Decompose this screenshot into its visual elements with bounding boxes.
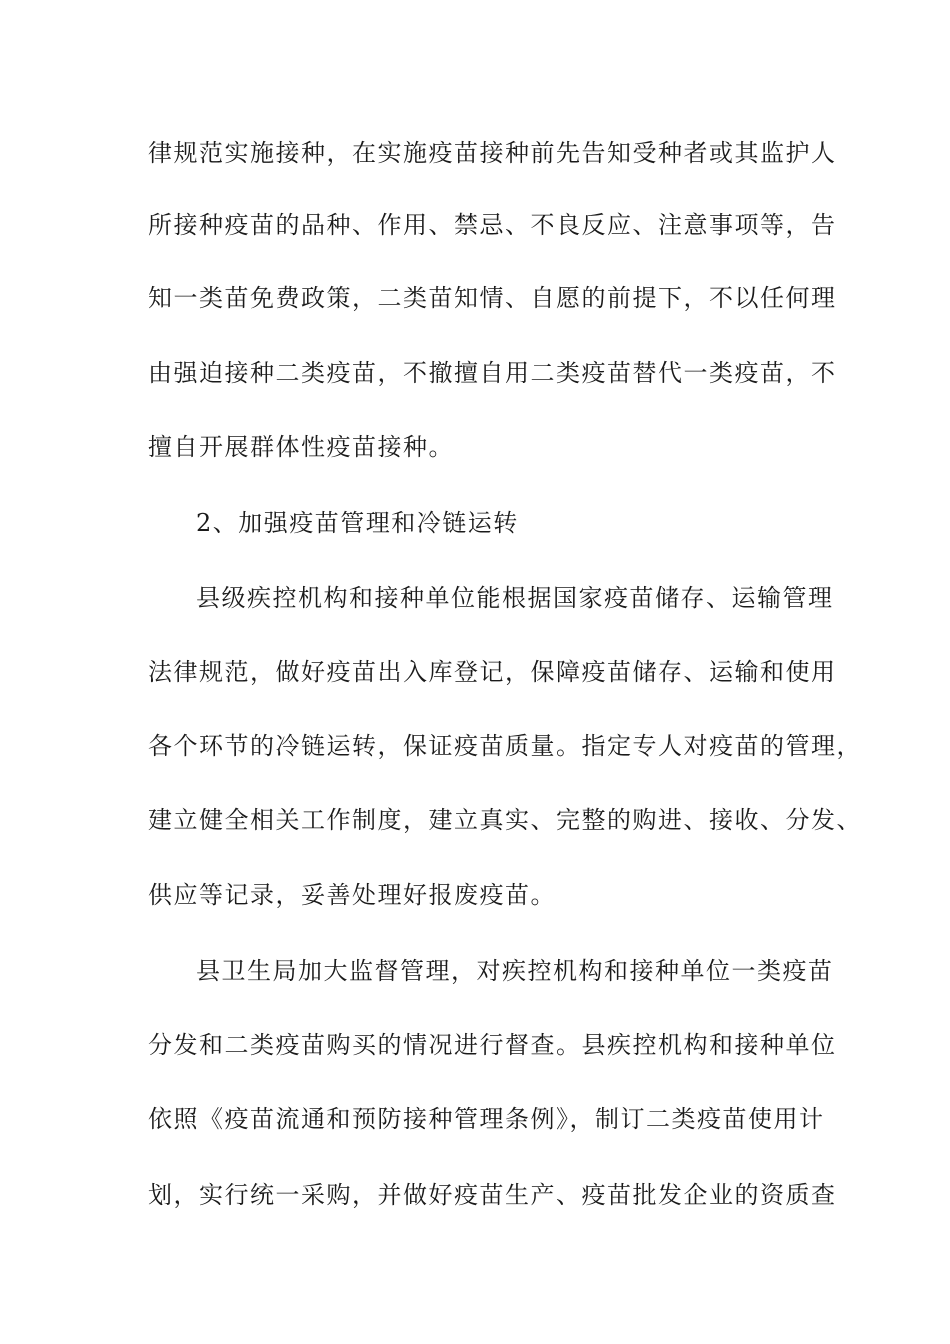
- text-line: 依照《疫苗流通和预防接种管理条例》，制订二类疫苗使用计: [148, 1105, 825, 1133]
- text-line: 县级疾控机构和接种单位能根据国家疫苗储存、运输管理: [196, 584, 834, 612]
- text-line: 建立健全相关工作制度，建立真实、完整的购进、接收、分发、: [148, 806, 862, 834]
- text-line: 擅自开展群体性疫苗接种。: [148, 433, 454, 461]
- text-line: 县卫生局加大监督管理，对疾控机构和接种单位一类疫苗: [196, 957, 834, 985]
- text-line: 供应等记录，妥善处理好报废疫苗。: [148, 881, 556, 909]
- section-heading: 2、加强疫苗管理和冷链运转: [196, 509, 519, 537]
- text-line: 法律规范，做好疫苗出入库登记，保障疫苗储存、运输和使用: [148, 658, 837, 686]
- text-line: 各个环节的冷链运转，保证疫苗质量。指定专人对疫苗的管理，: [148, 732, 862, 760]
- text-line: 分发和二类疫苗购买的情况进行督查。县疾控机构和接种单位: [148, 1031, 837, 1059]
- text-line: 所接种疫苗的品种、作用、禁忌、不良反应、注意事项等，告: [148, 211, 837, 239]
- text-line: 由强迫接种二类疫苗，不撤擅自用二类疫苗替代一类疫苗，不: [148, 359, 837, 387]
- text-line: 划，实行统一采购，并做好疫苗生产、疫苗批发企业的资质查: [148, 1181, 837, 1209]
- text-line: 知一类苗免费政策，二类苗知情、自愿的前提下，不以任何理: [148, 284, 837, 312]
- text-line: 律规范实施接种，在实施疫苗接种前先告知受种者或其监护人: [148, 139, 837, 167]
